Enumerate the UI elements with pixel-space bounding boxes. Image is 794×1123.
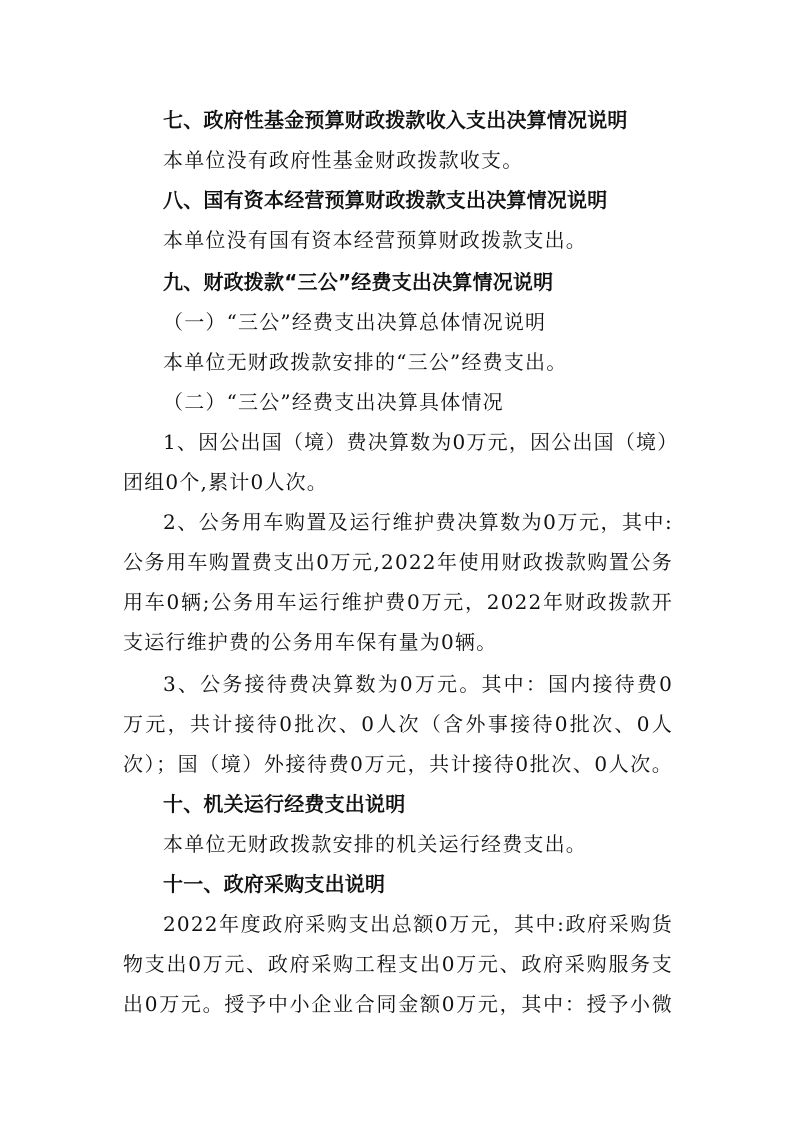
section-8-heading: 八、国有资本经营预算财政拨款支出决算情况说明 [163,188,608,212]
section-8-body: 本单位没有国有资本经营预算财政拨款支出。 [163,228,587,252]
section-11-heading: 十一、政府采购支出说明 [163,872,386,896]
section-7-heading: 七、政府性基金预算财政拨款收入支出决算情况说明 [163,108,628,132]
item-2-line-3: 用车0辆;公务用车运行维护费0万元，2022年财政拨款开 [123,590,673,614]
item-3-line-2: 万元，共计接待0批次、0人次（含外事接待0批次、0人 [123,712,673,736]
section-9-heading: 九、财政拨款“三公”经费支出决算情况说明 [163,270,554,294]
section-9-sub2-heading: （二）“三公”经费支出决算具体情况 [163,390,504,414]
item-2-line-4: 支运行维护费的公务用车保有量为0辆。 [123,630,498,654]
item-3-line-3: 次）；国（境）外接待费0万元，共计接待0批次、0人次。 [123,752,673,776]
item-1-line-1: 1、因公出国（境）费决算数为0万元，因公出国（境） [163,430,679,454]
section-11-line-3: 出0万元。授予中小企业合同金额0万元，其中：授予小微 [123,992,673,1016]
section-10-body: 本单位无财政拨款安排的机关运行经费支出。 [163,832,587,856]
item-2-line-2: 公务用车购置费支出0万元,2022年使用财政拨款购置公务 [123,550,673,574]
section-10-heading: 十、机关运行经费支出说明 [163,792,406,816]
section-11-line-2: 物支出0万元、政府采购工程支出0万元、政府采购服务支 [123,952,673,976]
section-11-line-1: 2022年度政府采购支出总额0万元，其中:政府采购货 [163,912,673,936]
item-3-line-1: 3、公务接待费决算数为0万元。其中：国内接待费0 [163,672,673,696]
section-7-body: 本单位没有政府性基金财政拨款收支。 [163,148,524,172]
item-1-line-2: 团组0个,累计0人次。 [123,470,329,494]
section-9-sub1-heading: （一）“三公”经费支出决算总体情况说明 [163,310,547,334]
item-2-line-1: 2、公务用车购置及运行维护费决算数为0万元，其中: [163,510,673,534]
section-9-sub1-body: 本单位无财政拨款安排的“三公”经费支出。 [163,350,568,374]
